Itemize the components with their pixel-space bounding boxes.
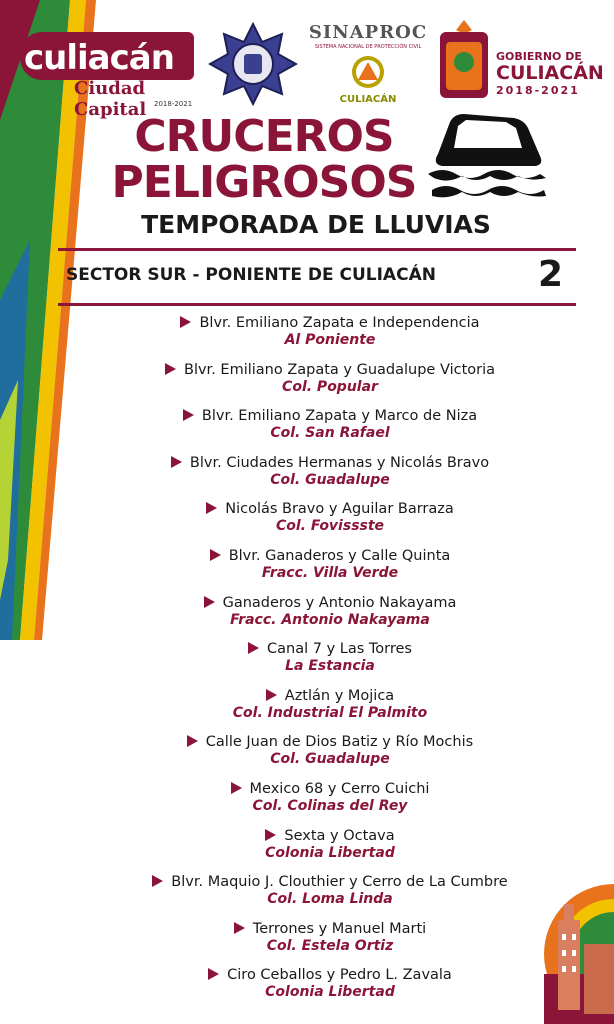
crossing-street: Blvr. Ganaderos y Calle Quinta bbox=[228, 547, 451, 564]
crossing-colonia: Col. Loma Linda bbox=[267, 891, 393, 908]
arrow-right-icon bbox=[234, 922, 245, 934]
crossing-street: Blvr. Emiliano Zapata y Marco de Niza bbox=[201, 408, 478, 425]
crossing-colonia: Colonia Libertad bbox=[265, 844, 395, 861]
gobierno-line3: 2018-2021 bbox=[496, 84, 580, 97]
season-heading: TEMPORADA DE LLUVIAS bbox=[141, 210, 491, 239]
sector-label: SECTOR SUR - PONIENTE DE CULIACÁN bbox=[66, 265, 436, 285]
civil-protection-icon bbox=[350, 54, 386, 90]
list-item bbox=[70, 362, 590, 409]
list-item bbox=[70, 548, 590, 595]
crossing-street: Terrones y Manuel Marti bbox=[252, 920, 427, 937]
crossing-street: Ganaderos y Antonio Nakayama bbox=[222, 594, 457, 611]
crossing-colonia: Col. Guadalupe bbox=[270, 471, 390, 488]
arrow-right-icon bbox=[210, 549, 221, 561]
arrow-right-icon bbox=[248, 642, 259, 654]
crossing-street: Canal 7 y Las Torres bbox=[267, 641, 412, 658]
crossing-street: Blvr. Ciudades Hermanas y Nicolás Bravo bbox=[189, 454, 490, 471]
list-item bbox=[70, 688, 590, 735]
gobierno-line1: GOBIERNO DE bbox=[496, 50, 582, 63]
divider-bottom bbox=[58, 303, 576, 306]
gobierno-line2: CULIACÁN bbox=[496, 62, 604, 84]
crossing-colonia: Col. Popular bbox=[282, 378, 378, 395]
logo-years: 2018-2021 bbox=[154, 100, 193, 108]
crossing-colonia: Col. Colinas del Rey bbox=[252, 797, 408, 814]
crossing-colonia: Col. Industrial El Palmito bbox=[232, 704, 428, 721]
arrow-right-icon bbox=[152, 875, 163, 887]
crossing-street: Calle Juan de Dios Batiz y Río Mochis bbox=[205, 734, 474, 751]
arrow-right-icon bbox=[265, 829, 276, 841]
list-item bbox=[70, 315, 590, 362]
list-item bbox=[70, 455, 590, 502]
sector-number: 2 bbox=[538, 254, 564, 295]
sinaproc-logo bbox=[306, 22, 430, 108]
crossing-street: Blvr. Maquio J. Clouthier y Cerro de La Cumbre bbox=[171, 874, 508, 891]
crossing-colonia: Col. Guadalupe bbox=[270, 751, 390, 768]
list-item bbox=[70, 967, 590, 1014]
arrow-right-icon bbox=[187, 735, 198, 747]
arrow-right-icon bbox=[266, 689, 277, 701]
sinaproc-name: SINAPROC bbox=[308, 22, 428, 43]
crossing-street: Blvr. Emiliano Zapata e Independencia bbox=[199, 315, 480, 331]
title-line2: PELIGROSOS bbox=[111, 157, 417, 208]
crossing-street: Aztlán y Mojica bbox=[284, 687, 395, 704]
list-item bbox=[70, 874, 590, 921]
arrow-right-icon bbox=[231, 782, 242, 794]
gobierno-culiacan-logo bbox=[438, 20, 608, 106]
list-item bbox=[70, 641, 590, 688]
arrow-right-icon bbox=[204, 596, 215, 608]
logo-brand-text: culiacán bbox=[24, 38, 174, 78]
crossing-colonia: La Estancia bbox=[285, 658, 375, 675]
list-item bbox=[70, 734, 590, 781]
coat-of-arms-icon bbox=[438, 20, 490, 102]
list-item bbox=[70, 828, 590, 875]
list-item bbox=[70, 921, 590, 968]
flooded-car-icon bbox=[424, 112, 550, 200]
arrow-right-icon bbox=[206, 502, 217, 514]
crossing-street: Ciro Ceballos y Pedro L. Zavala bbox=[227, 967, 452, 984]
page-title bbox=[104, 111, 424, 208]
list-item bbox=[70, 595, 590, 642]
list-item bbox=[70, 501, 590, 548]
arrow-right-icon bbox=[171, 456, 182, 468]
list-item bbox=[70, 781, 590, 828]
divider-top bbox=[58, 248, 576, 251]
police-badge-logo bbox=[208, 22, 298, 106]
police-badge-icon bbox=[208, 22, 298, 106]
crossings-list bbox=[70, 315, 590, 1014]
sinaproc-full-name: SISTEMA NACIONAL DE PROTECCIÓN CIVIL bbox=[314, 44, 422, 50]
crossing-street: Sexta y Octava bbox=[284, 827, 395, 844]
sinaproc-city: CULIACÁN bbox=[339, 94, 397, 105]
crossing-colonia: Colonia Libertad bbox=[265, 984, 395, 1001]
title-line1: CRUCEROS bbox=[134, 111, 394, 162]
crossing-street: Nicolás Bravo y Aguilar Barraza bbox=[225, 501, 454, 518]
crossing-colonia: Col. San Rafael bbox=[270, 425, 390, 442]
crossing-colonia: Col. Fovissste bbox=[275, 518, 385, 535]
logo-subtitle: Ciudad Capital bbox=[74, 78, 147, 120]
culiacan-ciudad-capital-logo bbox=[20, 30, 200, 120]
crossing-street: Blvr. Emiliano Zapata y Guadalupe Victoria bbox=[184, 361, 495, 378]
arrow-right-icon bbox=[165, 363, 176, 375]
crossing-street: Mexico 68 y Cerro Cuichi bbox=[249, 780, 430, 797]
crossing-colonia: Col. Estela Ortiz bbox=[266, 937, 394, 954]
arrow-right-icon bbox=[183, 409, 194, 421]
arrow-right-icon bbox=[180, 316, 191, 328]
arrow-right-icon bbox=[208, 968, 219, 980]
crossing-colonia: Fracc. Villa Verde bbox=[261, 564, 399, 581]
crossing-colonia: Fracc. Antonio Nakayama bbox=[230, 611, 430, 628]
crossing-colonia: Al Poniente bbox=[284, 332, 376, 348]
list-item bbox=[70, 408, 590, 455]
